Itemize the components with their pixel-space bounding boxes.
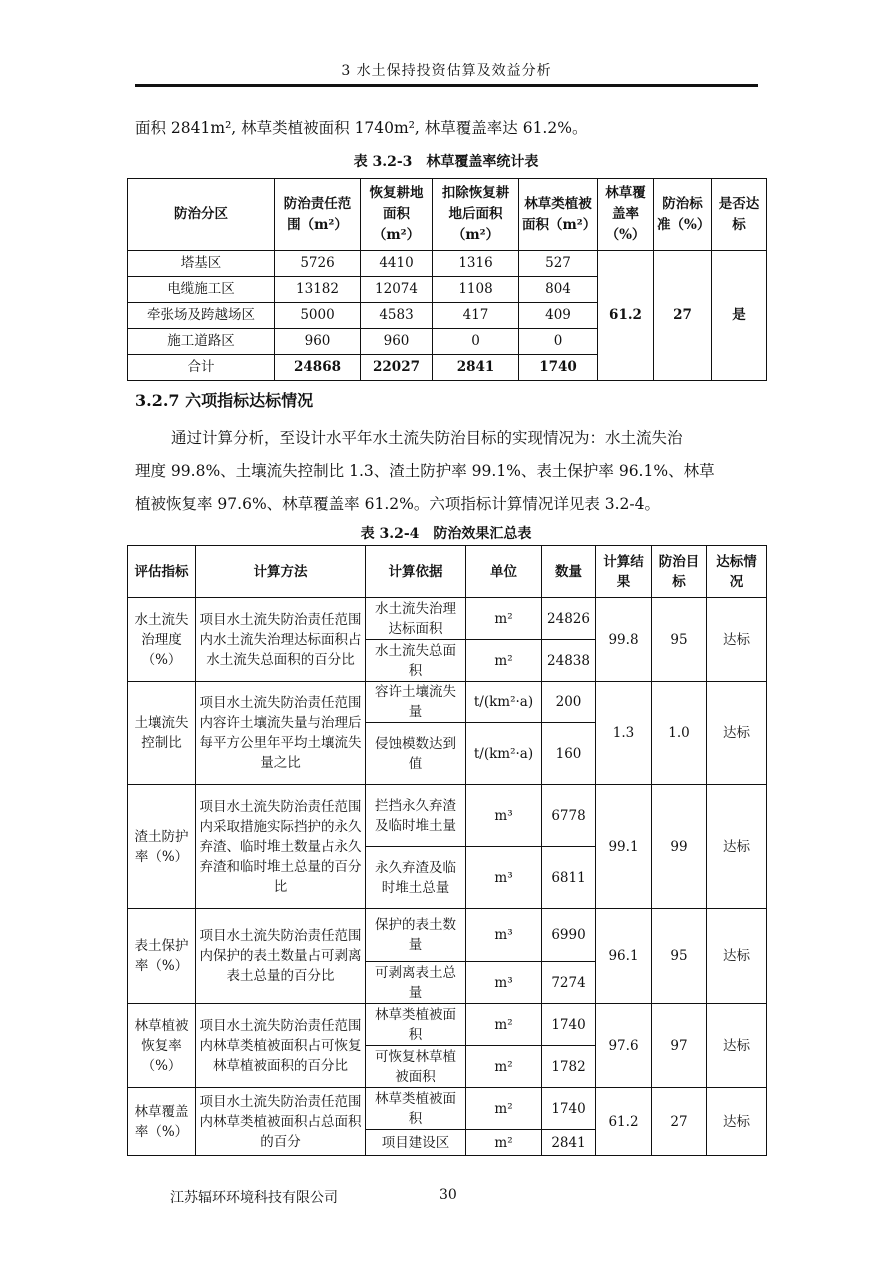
table-row xyxy=(128,598,767,640)
body-line: 植被恢复率 97.6%、林草覆盖率 61.2%。六项指标计算情况详见表 3.2-4。 xyxy=(135,495,661,513)
coverage-table xyxy=(127,178,767,381)
indicator-cell: 土壤流失控制比 xyxy=(128,682,196,785)
unit-cell: m³ xyxy=(466,909,542,962)
target-cell: 95 xyxy=(652,909,707,1004)
unit-cell: m² xyxy=(466,640,542,682)
total-cell: 1740 xyxy=(519,355,598,381)
table-row xyxy=(128,1088,767,1130)
table1-header: 扣除恢复耕地后面积（m²） xyxy=(433,179,519,251)
cell: 0 xyxy=(433,329,519,355)
page-number: 30 xyxy=(439,1187,457,1203)
table1-header: 是否达标 xyxy=(712,179,767,251)
table2-header: 计算方法 xyxy=(196,546,366,598)
unit-cell: m³ xyxy=(466,785,542,847)
indicator-cell: 林草植被恢复率（%） xyxy=(128,1004,196,1088)
table2-header: 评估指标 xyxy=(128,546,196,598)
indicator-cell: 水土流失治理度（%） xyxy=(128,598,196,682)
total-cell: 24868 xyxy=(275,355,361,381)
unit-cell: m² xyxy=(466,1004,542,1046)
qty-cell: 160 xyxy=(542,723,596,785)
basis-cell: 可剥离表土总量 xyxy=(366,962,466,1004)
basis-cell: 林草类植被面积 xyxy=(366,1004,466,1046)
unit-cell: m² xyxy=(466,1088,542,1130)
table1-header: 林草类植被面积（m²） xyxy=(519,179,598,251)
table2-header: 单位 xyxy=(466,546,542,598)
cell: 1316 xyxy=(433,251,519,277)
basis-cell: 侵蚀模数达到值 xyxy=(366,723,466,785)
status-cell: 达标 xyxy=(707,909,767,1004)
coverage-value: 61.2 xyxy=(598,251,654,381)
qty-cell: 1740 xyxy=(542,1004,596,1046)
cell: 1108 xyxy=(433,277,519,303)
status-cell: 达标 xyxy=(707,682,767,785)
qty-cell: 24838 xyxy=(542,640,596,682)
cell: 960 xyxy=(275,329,361,355)
table2-header: 达标情况 xyxy=(707,546,767,598)
meets-value: 是 xyxy=(712,251,767,381)
basis-cell: 永久弃渣及临时堆土总量 xyxy=(366,847,466,909)
cell: 804 xyxy=(519,277,598,303)
unit-cell: m² xyxy=(466,1046,542,1088)
qty-cell: 24826 xyxy=(542,598,596,640)
zone-cell: 牵张场及跨越场区 xyxy=(128,303,275,329)
qty-cell: 1782 xyxy=(542,1046,596,1088)
cell: 4583 xyxy=(361,303,433,329)
table-row xyxy=(128,682,767,723)
table-row xyxy=(128,1004,767,1046)
target-cell: 1.0 xyxy=(652,682,707,785)
basis-cell: 水土流失治理达标面积 xyxy=(366,598,466,640)
unit-cell: m² xyxy=(466,598,542,640)
unit-cell: m³ xyxy=(466,962,542,1004)
table2-header-row xyxy=(128,546,767,598)
basis-cell: 林草类植被面积 xyxy=(366,1088,466,1130)
method-cell: 项目水土流失防治责任范围内林草类植被面积占可恢复林草植被面积的百分比 xyxy=(196,1004,366,1088)
footer-company: 江苏辐环环境科技有限公司 xyxy=(170,1190,338,1206)
cell: 960 xyxy=(361,329,433,355)
table2-header: 计算结果 xyxy=(596,546,652,598)
cell: 12074 xyxy=(361,277,433,303)
method-cell: 项目水土流失防治责任范围内保护的表土数量占可剥离表土总量的百分比 xyxy=(196,909,366,1004)
body-line: 通过计算分析，至设计水平年水土流失防治目标的实现情况为：水土流失治 xyxy=(171,429,683,447)
cell: 0 xyxy=(519,329,598,355)
qty-cell: 2841 xyxy=(542,1130,596,1156)
indicator-cell: 渣土防护率（%） xyxy=(128,785,196,909)
total-cell: 2841 xyxy=(433,355,519,381)
indicator-cell: 林草覆盖率（%） xyxy=(128,1088,196,1156)
basis-cell: 水土流失总面积 xyxy=(366,640,466,682)
cell: 5726 xyxy=(275,251,361,277)
method-cell: 项目水土流失防治责任范围内水土流失治理达标面积占水土流失总面积的百分比 xyxy=(196,598,366,682)
table1-header: 林草覆盖率（%） xyxy=(598,179,654,251)
zone-cell: 电缆施工区 xyxy=(128,277,275,303)
table-row xyxy=(128,909,767,962)
unit-cell: t/(km²·a) xyxy=(466,682,542,723)
basis-cell: 可恢复林草植被面积 xyxy=(366,1046,466,1088)
result-cell: 1.3 xyxy=(596,682,652,785)
section-heading: 3.2.7 六项指标达标情况 xyxy=(135,391,314,410)
cell: 527 xyxy=(519,251,598,277)
qty-cell: 6778 xyxy=(542,785,596,847)
target-cell: 95 xyxy=(652,598,707,682)
result-cell: 61.2 xyxy=(596,1088,652,1156)
result-cell: 97.6 xyxy=(596,1004,652,1088)
table2-caption: 表 3.2-4 防治效果汇总表 xyxy=(360,526,532,542)
target-cell: 99 xyxy=(652,785,707,909)
page-header: 3 水土保持投资估算及效益分析 xyxy=(341,63,552,79)
result-cell: 99.8 xyxy=(596,598,652,682)
method-cell: 项目水土流失防治责任范围内林草类植被面积占总面积的百分 xyxy=(196,1088,366,1156)
method-cell: 项目水土流失防治责任范围内容许土壤流失量与治理后每平方公里年平均土壤流失量之比 xyxy=(196,682,366,785)
cell: 5000 xyxy=(275,303,361,329)
result-cell: 96.1 xyxy=(596,909,652,1004)
body-line: 理度 99.8%、土壤流失控制比 1.3、渣土防护率 99.1%、表土保护率 96.1%、林草 xyxy=(135,462,715,480)
unit-cell: m² xyxy=(466,1130,542,1156)
table2-header: 防治目标 xyxy=(652,546,707,598)
qty-cell: 7274 xyxy=(542,962,596,1004)
table-row xyxy=(128,785,767,847)
qty-cell: 1740 xyxy=(542,1088,596,1130)
qty-cell: 200 xyxy=(542,682,596,723)
table1-header: 防治标准（%） xyxy=(654,179,712,251)
status-cell: 达标 xyxy=(707,785,767,909)
qty-cell: 6811 xyxy=(542,847,596,909)
table1-caption: 表 3.2-3 林草覆盖率统计表 xyxy=(353,154,539,170)
table1-header: 恢复耕地面积（m²） xyxy=(361,179,433,251)
result-cell: 99.1 xyxy=(596,785,652,909)
qty-cell: 6990 xyxy=(542,909,596,962)
unit-cell: t/(km²·a) xyxy=(466,723,542,785)
cell: 409 xyxy=(519,303,598,329)
status-cell: 达标 xyxy=(707,1088,767,1156)
total-label: 合计 xyxy=(128,355,275,381)
basis-cell: 项目建设区 xyxy=(366,1130,466,1156)
cell: 13182 xyxy=(275,277,361,303)
basis-cell: 容许土壤流失量 xyxy=(366,682,466,723)
cell: 417 xyxy=(433,303,519,329)
cell: 4410 xyxy=(361,251,433,277)
table-row xyxy=(128,251,767,277)
status-cell: 达标 xyxy=(707,1004,767,1088)
indicator-cell: 表土保护率（%） xyxy=(128,909,196,1004)
header-rule xyxy=(135,84,758,87)
table1-header-row xyxy=(128,179,767,251)
target-cell: 97 xyxy=(652,1004,707,1088)
unit-cell: m³ xyxy=(466,847,542,909)
status-cell: 达标 xyxy=(707,598,767,682)
basis-cell: 保护的表土数量 xyxy=(366,909,466,962)
table2-header: 计算依据 xyxy=(366,546,466,598)
total-cell: 22027 xyxy=(361,355,433,381)
target-cell: 27 xyxy=(652,1088,707,1156)
intro-line: 面积 2841m², 林草类植被面积 1740m², 林草覆盖率达 61.2%。 xyxy=(135,119,588,137)
basis-cell: 拦挡永久弃渣及临时堆土量 xyxy=(366,785,466,847)
table1-header: 防治责任范围（m²） xyxy=(275,179,361,251)
zone-cell: 塔基区 xyxy=(128,251,275,277)
table1-header: 防治分区 xyxy=(128,179,275,251)
standard-value: 27 xyxy=(654,251,712,381)
table2-header: 数量 xyxy=(542,546,596,598)
method-cell: 项目水土流失防治责任范围内采取措施实际挡护的永久弃渣、临时堆土数量占永久弃渣和临时堆土总量的百分比 xyxy=(196,785,366,909)
effect-summary-table xyxy=(127,545,767,1156)
zone-cell: 施工道路区 xyxy=(128,329,275,355)
